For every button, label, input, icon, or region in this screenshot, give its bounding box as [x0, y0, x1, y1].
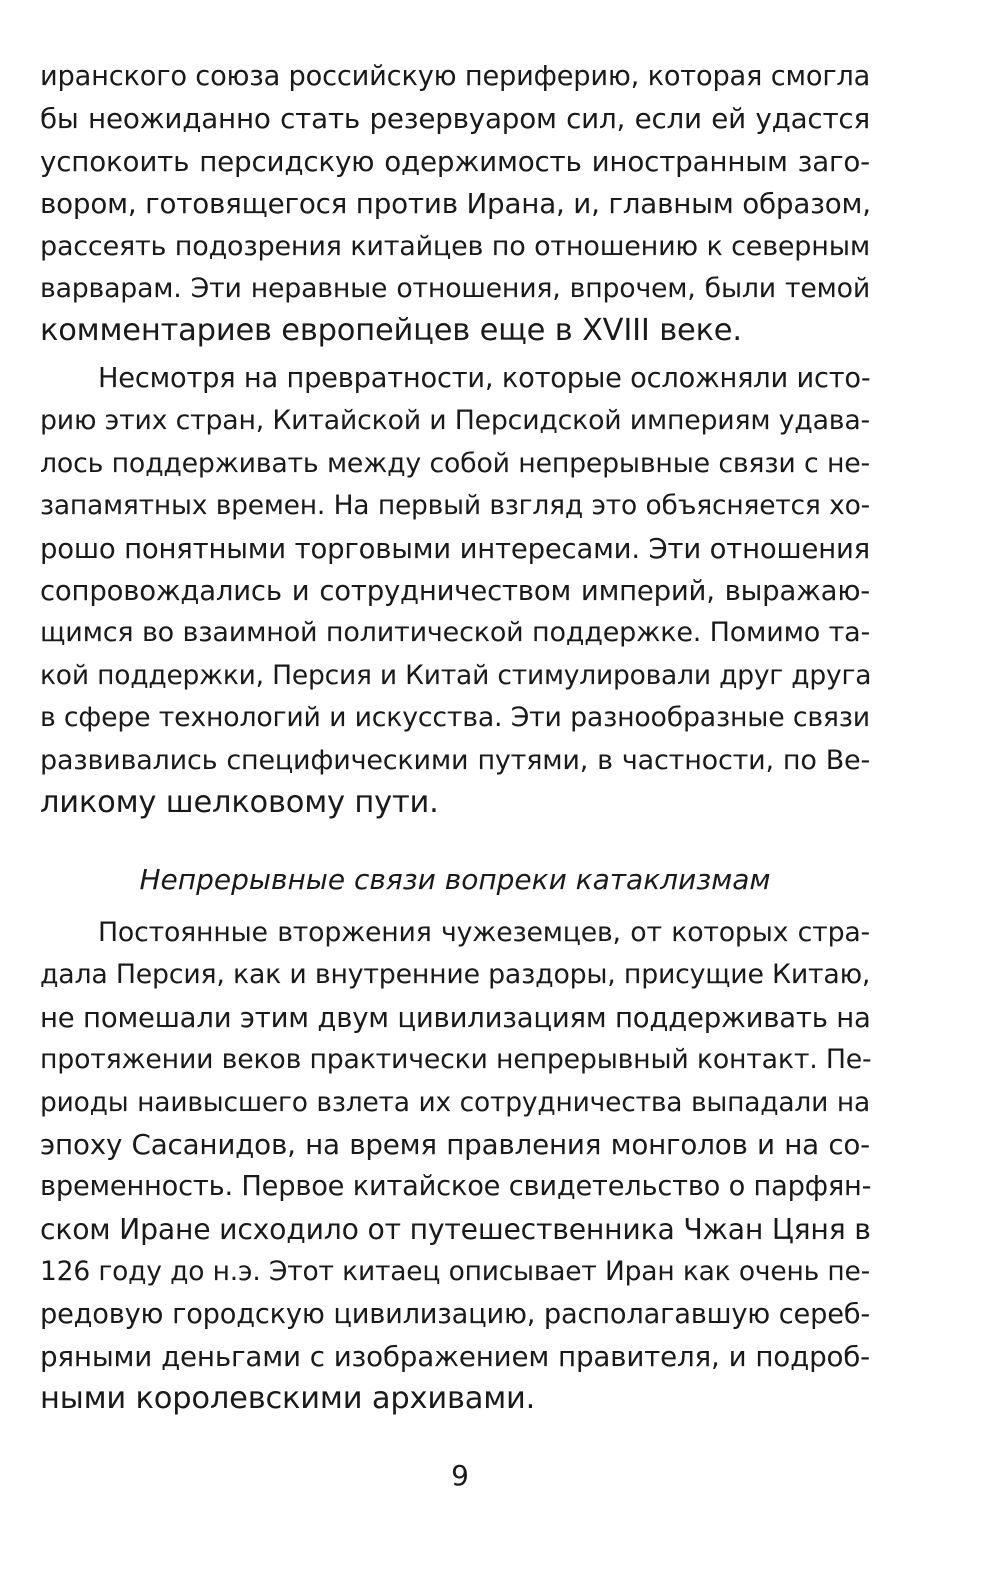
text-line: ряными деньгами с изображением правителя, и подроб-	[40, 1339, 870, 1373]
text-line: временность. Первое китайское свидетельство о парфян-	[40, 1171, 872, 1203]
text-line: кой поддержки, Персия и Китай стимулировали друг друга	[40, 659, 872, 691]
text-line: успокоить персидскую одержимость иностранным заго-	[40, 144, 870, 178]
section-heading: Непрерывные связи вопреки катаклизмам	[139, 863, 771, 896]
text-line: лось поддерживать между собой непрерывные связи с не-	[40, 447, 870, 479]
text-line: комментариев европейцев еще в XVIII веке.	[40, 313, 742, 349]
page-number: 9	[451, 1459, 469, 1492]
text-line: рассеять подозрения китайцев по отношению к северным	[40, 230, 870, 262]
text-line: не помешали этим двум цивилизациям поддерживать на	[40, 1001, 871, 1034]
text-line: риоды наивысшего взлета их сотрудничества выпадали на	[40, 1086, 870, 1118]
text-line: Постоянные вторжения чужеземцев, от которых стра-	[98, 917, 870, 948]
text-line: 126 году до н.э. Этот китаец описывает Иран как очень пе-	[40, 1256, 870, 1288]
text-line: эпоху Сасанидов, на время правления монголов и на со-	[40, 1127, 870, 1161]
text-line: ском Иране исходило от путешественника Чжан Цяня в	[40, 1212, 871, 1246]
text-line: запамятных времен. На первый взгляд это объясняется хо-	[40, 490, 870, 522]
text-line: редовую городскую цивилизацию, располагавшую сереб-	[40, 1298, 870, 1330]
text-line: Несмотря на превратности, которые осложняли исто-	[98, 363, 871, 394]
paragraph	[40, 358, 870, 824]
text-line: рошо понятными торговыми интересами. Эти отношения	[40, 532, 870, 565]
text-line: варварам. Эти неравные отношения, впрочем, были темой	[40, 272, 870, 304]
text-line: бы неожиданно стать резервуаром сил, если ей удастся	[40, 102, 870, 136]
text-line: дала Персия, как и внутренние раздоры, присущие Китаю,	[40, 959, 871, 991]
text-line: протяжении веков практически непрерывный контакт. Пе-	[40, 1044, 872, 1076]
text-line: в сфере технологий и искусства. Эти разнообразные связи	[40, 702, 870, 734]
text-line: сопровождались и сотрудничеством империй, выражаю-	[40, 574, 870, 607]
text-line: вором, готовящегося против Ирана, и, главным образом,	[40, 187, 871, 221]
text-line: иранского союза российскую периферию, которая смогла	[40, 61, 871, 92]
paragraph-continuation	[40, 56, 870, 353]
text-line: щимся во взаимной политической поддержке. Помимо та-	[40, 617, 870, 649]
text-line: рию этих стран, Китайской и Персидской империям удава-	[40, 405, 870, 437]
text-line: ликому шелковому пути.	[40, 784, 439, 820]
text-line: развивались специфическими путями, в частности, по Ве-	[40, 744, 870, 776]
paragraph	[40, 912, 870, 1421]
text-line: ными королевскими архивами.	[40, 1381, 536, 1417]
